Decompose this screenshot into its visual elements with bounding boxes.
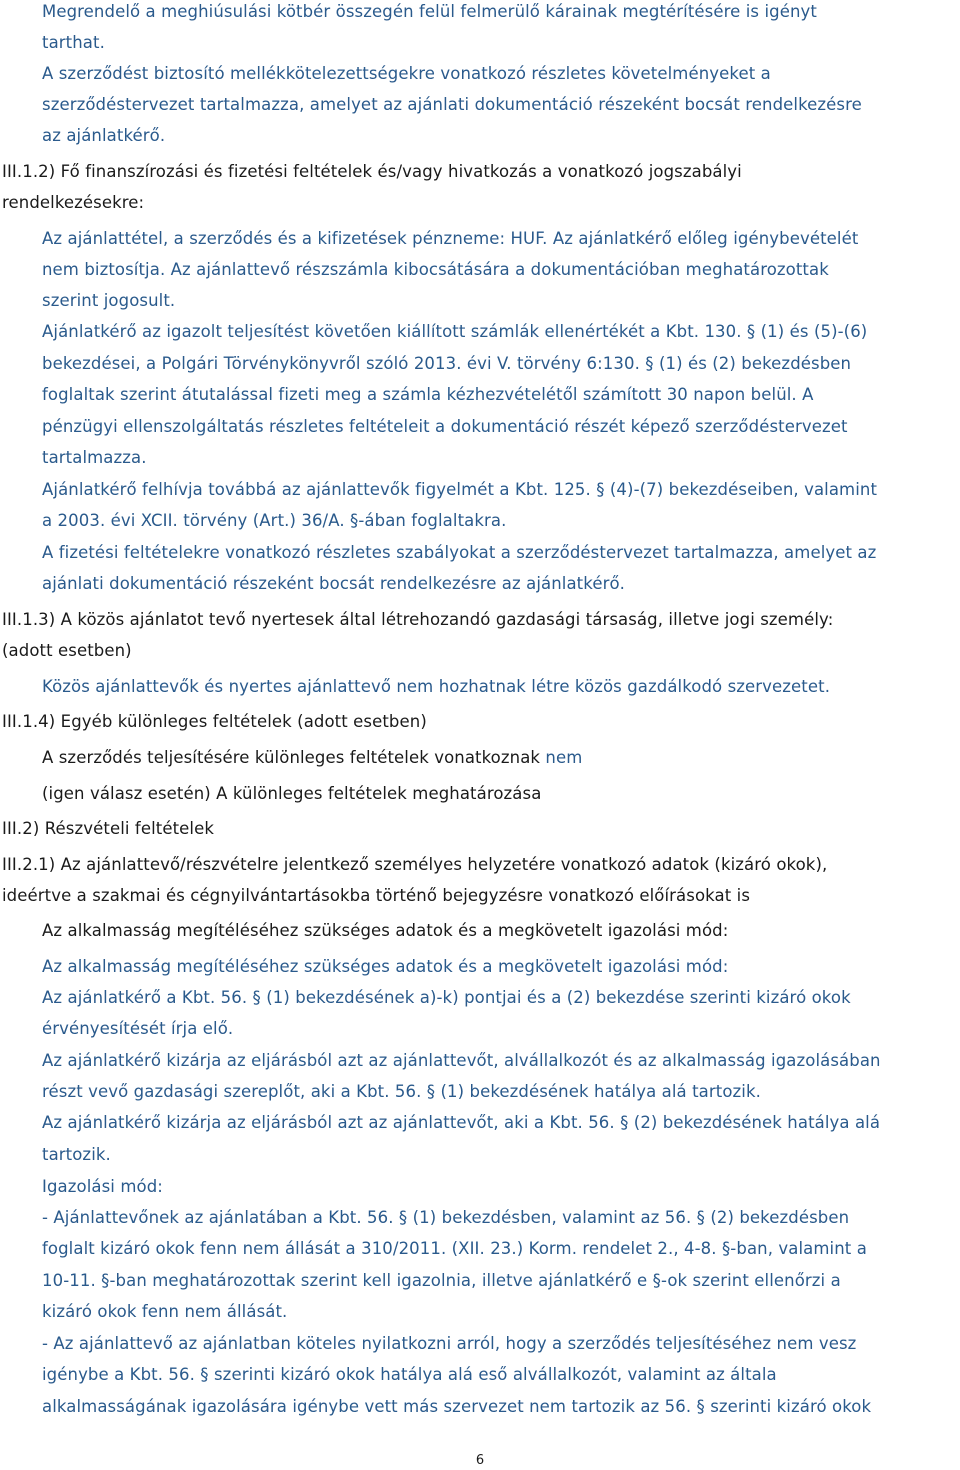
text-line-content: Ajánlatkérő felhívja továbbá az ajánlattevők figyelmét a Kbt. 125. § (4)-(7) bekezdéseiben, valamint [42, 480, 878, 499]
text-line [42, 291, 175, 311]
text-line [42, 354, 851, 374]
text-line [42, 1113, 880, 1133]
text-line [42, 1019, 233, 1039]
text-line-content: A szerződést biztosító mellékkötelezettségekre vonatkozó részletes követelményeket a [42, 64, 771, 83]
text-line [42, 957, 728, 977]
text-line [42, 229, 858, 249]
text-line-content: Igazolási mód: [42, 1177, 163, 1196]
text-line [42, 1302, 287, 1322]
text-line-content: A fizetési feltételekre vonatkozó részletes szabályokat a szerződéstervezet tartalmazza, amelyet az [42, 543, 877, 562]
text-line [42, 126, 165, 146]
text-line [42, 574, 625, 594]
text-line [42, 1145, 111, 1165]
text-line-content: III.2.1) Az ajánlattevő/részvételre jelentkező személyes helyzetére vonatkozó adatok (kizáró okok), [2, 855, 828, 874]
text-line [42, 322, 867, 342]
text-line-content: - Az ajánlattevő az ajánlatban köteles nyilatkozni arról, hogy a szerződés teljesítéséhez nem vesz [42, 1334, 857, 1353]
text-line-content: ideértve a szakmai és cégnyilvántartásokba történő bejegyzésre vonatkozó előírásokat is [2, 886, 751, 905]
text-line [2, 712, 427, 732]
text-line-content: tartalmazza. [42, 448, 147, 467]
text-line-content: - Ajánlattevőnek az ajánlatában a Kbt. 56. § (1) bekezdésben, valamint az 56. § (2) bekezdésben [42, 1208, 850, 1227]
text-line [42, 448, 147, 468]
text-line-content: III.1.4) Egyéb különleges feltételek (adott esetben) [2, 712, 427, 731]
text-line [42, 988, 851, 1008]
text-line [42, 748, 582, 768]
text-line [42, 1271, 841, 1291]
text-line [42, 1208, 849, 1228]
text-line-content: nem biztosítja. Az ajánlattevő részszámla kibocsátására a dokumentációban meghatározottak [42, 260, 829, 279]
text-line [42, 677, 830, 697]
text-line-content: Az ajánlatkérő kizárja az eljárásból azt az ajánlattevőt, alvállalkozót és az alkalmasság igazolásában [42, 1051, 881, 1070]
text-line [2, 855, 827, 875]
text-line-content: érvényesítését írja elő. [42, 1019, 234, 1038]
text-line-content: pénzügyi ellenszolgáltatás részletes feltételeit a dokumentáció részét képező szerződéstervezet [42, 417, 848, 436]
text-line-content: Az ajánlatkérő a Kbt. 56. § (1) bekezdésének a)-k) pontjai és a (2) bekezdése szerinti kizáró okok [42, 988, 851, 1007]
text-line-content: (igen válasz esetén) A különleges feltételek meghatározása [42, 784, 542, 803]
text-line-content: tarthat. [42, 33, 105, 52]
text-line [42, 1051, 881, 1071]
text-line [42, 921, 728, 941]
text-line-content: kizáró okok fenn nem állását. [42, 1302, 288, 1321]
text-line [42, 1397, 871, 1417]
text-line [42, 1334, 856, 1354]
text-line-content: Az alkalmasság megítéléséhez szükséges adatok és a megkövetelt igazolási mód: [42, 921, 729, 940]
text-line-content: 10-11. §-ban meghatározottak szerint kell igazolnia, illetve ajánlatkérő e §-ok szerint ellenőrzi a [42, 1271, 841, 1290]
text-line [42, 64, 771, 84]
text-line-content: foglaltak szerint átutalással fizeti meg a számla kézhezvételétől számított 30 napon belül. A [42, 385, 814, 404]
text-line-content: Az ajánlatkérő kizárja az eljárásból azt az ajánlattevőt, aki a Kbt. 56. § (2) bekezdésének hatálya alá [42, 1113, 881, 1132]
text-line-content: Az alkalmasság megítéléséhez szükséges adatok és a megkövetelt igazolási mód: [42, 957, 729, 976]
text-line-content: A szerződés teljesítésére különleges feltételek vonatkoznak [42, 748, 546, 767]
text-line-content: (adott esetben) [2, 641, 132, 660]
text-line-content: Közös ajánlattevők és nyertes ajánlattevő nem hozhatnak létre közös gazdálkodó szervezetet. [42, 677, 831, 696]
text-line [2, 819, 214, 839]
answer-value: nem [545, 748, 583, 767]
text-line [42, 260, 829, 280]
text-line [2, 641, 132, 661]
text-line [2, 886, 750, 906]
text-line [42, 95, 862, 115]
text-line [42, 511, 506, 531]
text-line-content: Ajánlatkérő az igazolt teljesítést követően kiállított számlák ellenértékét a Kbt. 130. § (1) és (5)-(6) [42, 322, 868, 341]
text-line-content: az ajánlatkérő. [42, 126, 166, 145]
text-line-content: Megrendelő a meghiúsulási kötbér összegén felül felmerülő kárainak megtérítésére is igényt [42, 2, 817, 21]
text-line-content: bekezdései, a Polgári Törvénykönyvről szóló 2013. évi V. törvény 6:130. § (1) és (2) bekezdésben [42, 354, 852, 373]
text-line-content: rendelkezésekre: [2, 193, 145, 212]
text-line-content: III.1.3) A közös ajánlatot tevő nyertesek által létrehozandó gazdasági társaság, illetve jogi személy: [2, 610, 834, 629]
text-line [42, 417, 848, 437]
page-number: 6 [475, 1453, 485, 1468]
text-line [2, 610, 833, 630]
text-line-content: alkalmasságának igazolására igénybe vett más szervezet nem tartozik az 56. § szerinti kizáró okok [42, 1397, 872, 1416]
text-line-content: ajánlati dokumentáció részeként bocsát rendelkezésre az ajánlatkérő. [42, 574, 625, 593]
text-line-content: részt vevő gazdasági szereplőt, aki a Kbt. 56. § (1) bekezdésének hatálya alá tartozik. [42, 1082, 761, 1101]
text-line-content: foglalt kizáró okok fenn nem állását a 310/2011. (XII. 23.) Korm. rendelet 2., 4-8. §-ban, valamint a [42, 1239, 867, 1258]
text-line-content: a 2003. évi XCII. törvény (Art.) 36/A. §-ában foglaltakra. [42, 511, 507, 530]
text-line [42, 385, 814, 405]
text-line-content: szerint jogosult. [42, 291, 176, 310]
text-line [2, 193, 144, 213]
text-line [42, 2, 817, 22]
text-line [42, 543, 876, 563]
text-line-content: III.1.2) Fő finanszírozási és fizetési feltételek és/vagy hivatkozás a vonatkozó jogszabályi [2, 162, 742, 181]
text-line-content: tartozik. [42, 1145, 111, 1164]
text-line [42, 480, 877, 500]
text-line [42, 1177, 163, 1197]
text-line-content: III.2) Részvételi feltételek [2, 819, 214, 838]
text-line [42, 1082, 761, 1102]
text-line-content: igénybe a Kbt. 56. § szerinti kizáró okok hatálya alá eső alvállalkozót, valamint az általa [42, 1365, 777, 1384]
text-line [42, 1239, 867, 1259]
text-line [42, 33, 105, 53]
text-line-content: szerződéstervezet tartalmazza, amelyet az ajánlati dokumentáció részeként bocsát rendelkezésre [42, 95, 862, 114]
text-line [42, 784, 541, 804]
text-line [2, 162, 742, 182]
text-line-content: Az ajánlattétel, a szerződés és a kifizetések pénzneme: HUF. Az ajánlatkérő előleg igénybevételét [42, 229, 859, 248]
text-line [42, 1365, 777, 1385]
